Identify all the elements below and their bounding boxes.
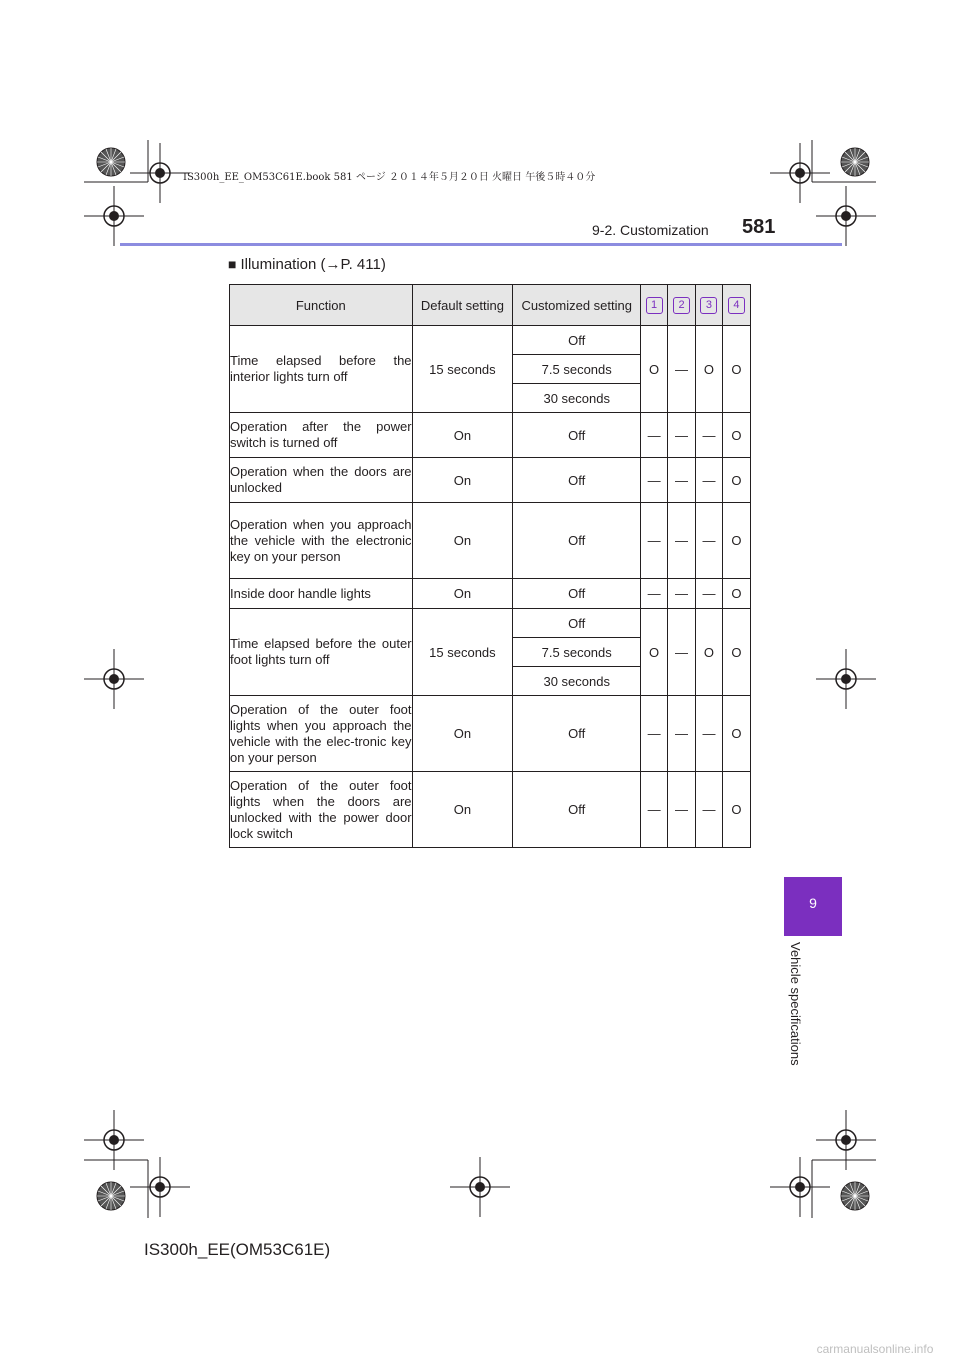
option-cell: Off	[513, 772, 641, 848]
default-cell: On	[412, 772, 513, 848]
header-rule	[120, 243, 842, 246]
table-row	[230, 609, 751, 638]
option-cell: Off	[513, 413, 641, 458]
default-cell: 15 seconds	[412, 326, 513, 413]
function-cell: Operation when you approach the vehicle with the electronic key on your person	[230, 503, 413, 579]
mark-cell-4: O	[722, 579, 750, 609]
square-bullet-icon: ■	[228, 256, 237, 272]
mark-cell-3: O	[696, 609, 723, 696]
mark-cell-3: —	[696, 696, 723, 772]
table-row	[230, 413, 751, 458]
mark-cell-1: O	[641, 609, 668, 696]
mark-cell-1: —	[641, 458, 668, 503]
option-cell: 7.5 seconds	[513, 355, 641, 384]
section-title-text: Illumination (→P. 411)	[240, 256, 386, 273]
chapter-tab-label: Vehicle specifications	[788, 942, 803, 1066]
mark-cell-2: —	[668, 326, 696, 413]
mark-cell-1: —	[641, 579, 668, 609]
mark-cell-3: —	[696, 458, 723, 503]
mark-cell-1: —	[641, 413, 668, 458]
page-number: 581	[742, 216, 776, 238]
header-col-4	[722, 285, 750, 326]
table-header-row	[230, 285, 751, 326]
option-cell: Off	[513, 579, 641, 609]
mark-cell-4: O	[722, 458, 750, 503]
number-1-icon: 1	[646, 297, 663, 314]
function-cell: Operation of the outer foot lights when the doors are unlocked with the power door lock switch	[230, 772, 413, 848]
mark-cell-3: —	[696, 503, 723, 579]
watermark: carmanualsonline.info	[790, 1340, 960, 1358]
number-3-icon: 3	[700, 297, 717, 314]
function-cell: Time elapsed before the interior lights turn off	[230, 326, 413, 413]
header-customized-setting: Customized setting	[513, 285, 641, 326]
default-cell: On	[412, 458, 513, 503]
default-cell: On	[412, 503, 513, 579]
number-4-icon: 4	[728, 297, 745, 314]
option-cell: Off	[513, 458, 641, 503]
chapter-tab: 9	[784, 877, 842, 936]
header-col-2	[668, 285, 696, 326]
mark-cell-4: O	[722, 696, 750, 772]
table-row	[230, 503, 751, 579]
mark-cell-4: O	[722, 413, 750, 458]
option-cell: 7.5 seconds	[513, 638, 641, 667]
function-cell: Operation of the outer foot lights when you approach the vehicle with the elec-tronic key on your person	[230, 696, 413, 772]
mark-cell-2: —	[668, 413, 696, 458]
function-cell: Time elapsed before the outer foot lights turn off	[230, 609, 413, 696]
mark-cell-2: —	[668, 579, 696, 609]
table-row	[230, 579, 751, 609]
mark-cell-2: —	[668, 458, 696, 503]
mark-cell-3: —	[696, 579, 723, 609]
header-function: Function	[230, 285, 413, 326]
default-cell: 15 seconds	[412, 609, 513, 696]
mark-cell-1: —	[641, 503, 668, 579]
header-col-3	[696, 285, 723, 326]
table-row	[230, 696, 751, 772]
mark-cell-1: O	[641, 326, 668, 413]
mark-cell-2: —	[668, 503, 696, 579]
mark-cell-4: O	[722, 609, 750, 696]
option-cell: 30 seconds	[513, 384, 641, 413]
option-cell: 30 seconds	[513, 667, 641, 696]
function-cell: Operation after the power switch is turned off	[230, 413, 413, 458]
mark-cell-4: O	[722, 326, 750, 413]
mark-cell-4: O	[722, 503, 750, 579]
mark-cell-3: O	[696, 326, 723, 413]
table-row	[230, 326, 751, 355]
default-cell: On	[412, 696, 513, 772]
option-cell: Off	[513, 696, 641, 772]
mark-cell-2: —	[668, 609, 696, 696]
mark-cell-3: —	[696, 413, 723, 458]
option-cell: Off	[513, 503, 641, 579]
function-cell: Operation when the doors are unlocked	[230, 458, 413, 503]
footer-model-code: IS300h_EE(OM53C61E)	[144, 1240, 331, 1259]
illumination-settings-table	[229, 284, 751, 848]
default-cell: On	[412, 413, 513, 458]
table-row	[230, 772, 751, 848]
book-file-line: IS300h_EE_OM53C61E.book 581 ページ ２０１４年５月２０日 火曜日 午後５時４０分	[183, 172, 596, 183]
number-2-icon: 2	[673, 297, 690, 314]
function-cell: Inside door handle lights	[230, 579, 413, 609]
header-col-1	[641, 285, 668, 326]
header-default-setting: Default setting	[412, 285, 513, 326]
option-cell: Off	[513, 326, 641, 355]
section-title	[228, 256, 386, 273]
mark-cell-1: —	[641, 772, 668, 848]
table-row	[230, 458, 751, 503]
mark-cell-4: O	[722, 772, 750, 848]
mark-cell-3: —	[696, 772, 723, 848]
section-header: 9-2. Customization	[592, 222, 709, 238]
option-cell: Off	[513, 609, 641, 638]
mark-cell-2: —	[668, 772, 696, 848]
mark-cell-2: —	[668, 696, 696, 772]
mark-cell-1: —	[641, 696, 668, 772]
default-cell: On	[412, 579, 513, 609]
